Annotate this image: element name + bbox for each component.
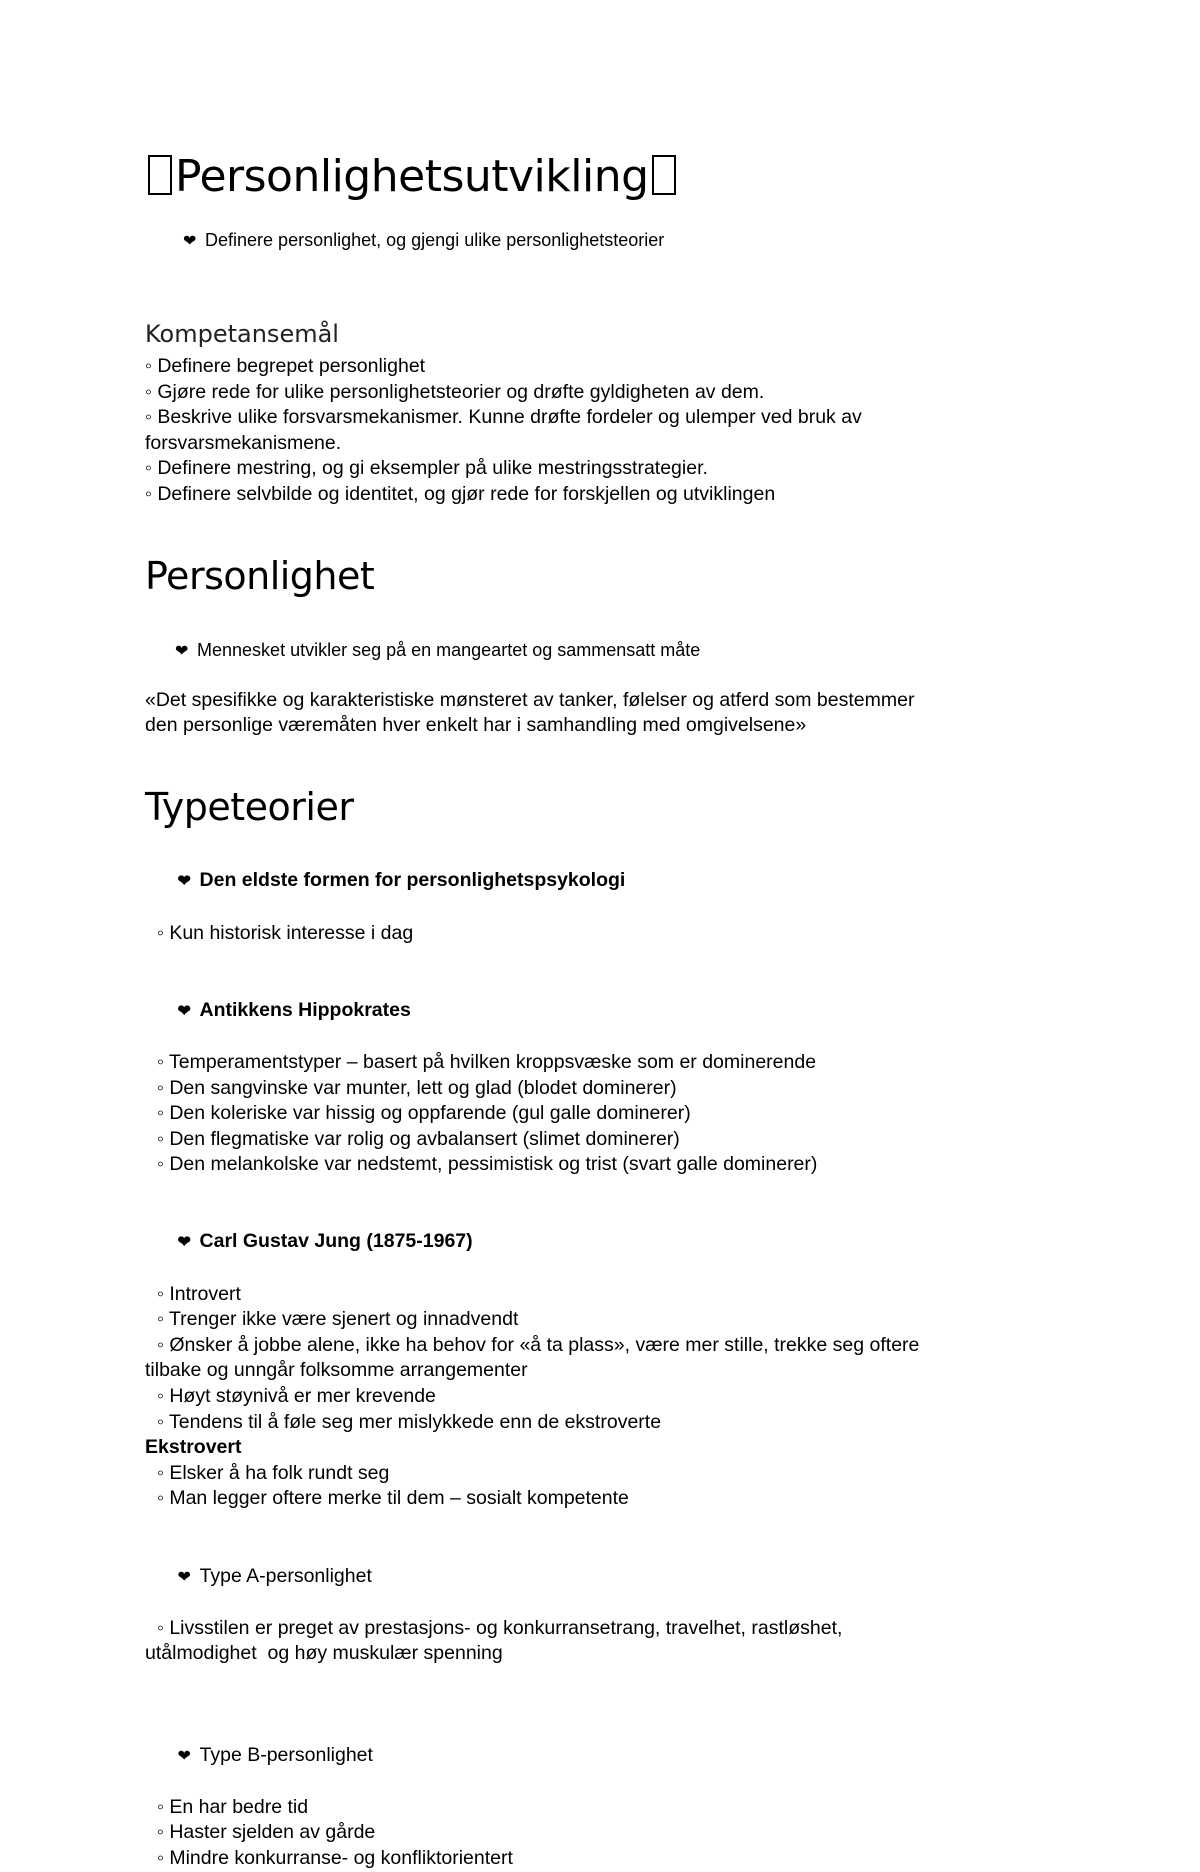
heart-icon: ❤ — [177, 873, 191, 891]
list-item: ◦ Mindre konkurranse- og konfliktorientert — [157, 1846, 513, 1869]
type-b-title-text: Type B-personlighet — [199, 1743, 373, 1766]
type-a-title — [145, 1538, 1045, 1616]
list-item: ◦ Definere selvbilde og identitet, og gjør rede for forskjellen og utviklingen — [145, 482, 776, 505]
eldste-title — [145, 843, 1045, 921]
list-item: ◦ Høyt støynivå er mer krevende — [157, 1385, 436, 1408]
personlighet-quote-line: «Det spesifikke og karakteristiske mønsteret av tanker, følelser og atferd som bestemmer — [145, 688, 915, 711]
hippokrates-title-text: Antikkens Hippokrates — [199, 998, 411, 1021]
personlighet-heading: Personlighet — [145, 553, 375, 598]
heart-icon: ❤ — [177, 1234, 191, 1252]
personlighet-intro — [145, 614, 1045, 688]
kompetanse-list — [145, 354, 1045, 508]
missing-glyph-icon — [652, 155, 676, 195]
list-item: ◦ Elsker å ha folk rundt seg — [157, 1461, 390, 1484]
missing-glyph-icon — [148, 155, 172, 195]
list-item: ◦ Den melankolske var nedstemt, pessimistisk og trist (svart galle dominerer) — [157, 1153, 818, 1176]
list-item: ◦ Haster sjelden av gårde — [157, 1821, 376, 1844]
document-content — [145, 148, 1045, 1872]
hippokrates-title — [145, 972, 1045, 1050]
list-item: ◦ Livsstilen er preget av prestasjons- og konkurransetrang, travelhet, rastløshet, — [157, 1616, 843, 1639]
list-item: ◦ Ønsker å jobbe alene, ikke ha behov for «å ta plass», være mer stille, trekke seg oftere — [157, 1333, 920, 1356]
document-subtitle — [145, 204, 1045, 278]
ekstrovert-label: Ekstrovert — [145, 1436, 242, 1459]
personlighet-quote-line: den personlige væremåten hver enkelt har i samhandling med omgivelsene» — [145, 714, 807, 737]
list-item: ◦ Kun historisk interesse i dag — [157, 921, 414, 944]
heart-icon: ❤ — [177, 1747, 191, 1765]
personlighet-intro-text: Mennesket utvikler seg på en mangeartet og sammensatt måte — [197, 639, 701, 660]
jung-title — [145, 1204, 1045, 1282]
list-item: ◦ Beskrive ulike forsvarsmekanismer. Kunne drøfte fordeler og ulemper ved bruk av — [145, 406, 862, 429]
list-item: ◦ Den koleriske var hissig og oppfarende (gul galle dominerer) — [157, 1102, 691, 1125]
kompetanse-heading: Kompetansemål — [145, 320, 339, 348]
jung-title-text: Carl Gustav Jung (1875-1967) — [199, 1230, 473, 1253]
heart-icon: ❤ — [177, 1002, 191, 1020]
list-item: ◦ Trenger ikke være sjenert og innadvendt — [157, 1308, 519, 1331]
list-item: ◦ Den sangvinske var munter, lett og glad (blodet dominerer) — [157, 1076, 677, 1099]
typeteorier-heading: Typeteorier — [145, 784, 354, 829]
list-item: forsvarsmekanismene. — [145, 431, 342, 454]
heart-icon: ❤ — [183, 233, 197, 250]
document-title — [145, 148, 1045, 206]
list-item-continuation: utålmodighet og høy muskulær spenning — [145, 1642, 503, 1665]
list-item: ◦ Man legger oftere merke til dem – sosialt kompetente — [157, 1487, 629, 1510]
list-item: ◦ Introvert — [157, 1282, 241, 1305]
list-item-continuation: tilbake og unngår folksomme arrangementer — [145, 1359, 528, 1382]
list-item: ◦ Definere begrepet personlighet — [145, 355, 426, 377]
heart-icon: ❤ — [177, 1568, 191, 1586]
list-item: ◦ Den flegmatiske var rolig og avbalansert (slimet dominerer) — [157, 1127, 680, 1150]
list-item: ◦ En har bedre tid — [157, 1795, 309, 1818]
heart-icon: ❤ — [175, 642, 189, 660]
type-b-title — [145, 1717, 1045, 1795]
list-item: ◦ Gjøre rede for ulike personlighetsteorier og drøfte gyldigheten av dem. — [145, 380, 765, 403]
list-item: ◦ Temperamentstyper – basert på hvilken kroppsvæske som er dominerende — [157, 1050, 817, 1073]
document-title-text: Personlighetsutvikling — [175, 151, 649, 202]
list-item: ◦ Definere mestring, og gi eksempler på ulike mestringsstrategier. — [145, 457, 708, 480]
list-item: ◦ Tendens til å føle seg mer mislykkede enn de ekstroverte — [157, 1410, 662, 1433]
type-a-title-text: Type A-personlighet — [199, 1564, 372, 1587]
document-subtitle-text: Definere personlighet, og gjengi ulike personlighetsteorier — [205, 230, 665, 250]
eldste-title-text: Den eldste formen for personlighetspsykologi — [199, 869, 626, 892]
